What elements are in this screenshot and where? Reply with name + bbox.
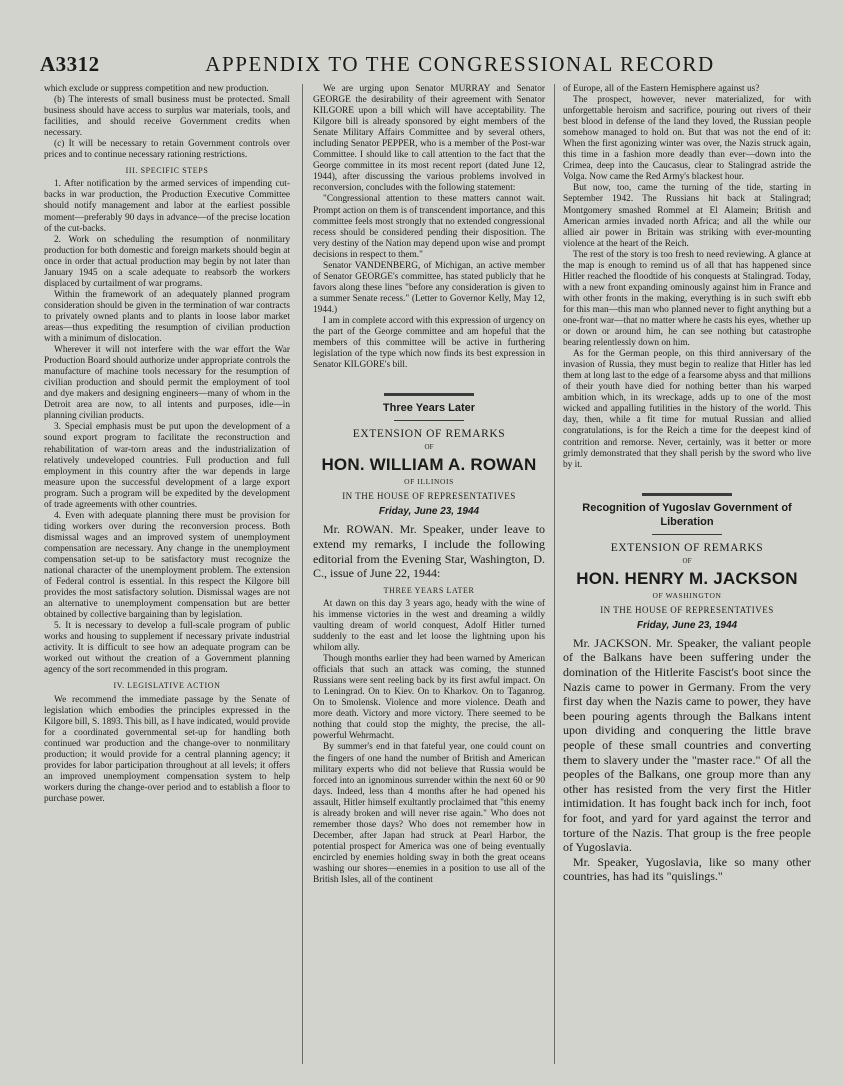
extension-heading: EXTENSION OF REMARKS: [610, 541, 764, 554]
paragraph: Mr. Speaker, Yugoslavia, like so many other countries, has had its "quislings.": [563, 854, 811, 884]
paragraph: 1. After notification by the armed services of impending cut-backs in war production, the Production Executive Committee should notify management and labor at the earliest possible moment—preferably 90 days in advance—of the precise location of the cut-backs.: [44, 179, 290, 234]
section-title: Recognition of Yugoslav Government of Liberation: [582, 501, 792, 528]
paragraph: We recommend the immediate passage by the Senate of legislation which embodies the principles expressed in the Kilgore bill, S. 1893. This bill, as I have indicated, would provide for a coordinated governmental set-up for handling both continued war production and the change-over to nonmilitary production; it would provide for a central planning agency; it provides for labor participation throughout at all levels; it offers an improved unemployment compensation system to help workers during the change-over period and to establish a floor to purchase power.: [44, 694, 290, 804]
of-label: OF: [424, 443, 434, 452]
paragraph: Wherever it will not interfere with the war effort the War Production Board should authorize under appropriate controls the manufacture of machine tools necessary for the resumption of civilian production and should permit the employment of tool and dye makers and designing engineers—many of whom in the Detroit area are now, to all intents and purposes, idle—in planning civilian products.: [44, 345, 290, 422]
of-label: OF: [682, 556, 692, 565]
paragraph: 2. Work on scheduling the resumption of nonmilitary production for both domestic and foreign markets should begin at once in order that actual production may begin by not later than January 1945 on a scale adequate to reabsorb the workers displaced by curtailment of war programs.: [44, 234, 290, 289]
extension-heading: EXTENSION OF REMARKS: [352, 428, 506, 441]
subsection-heading: IV. LEGISLATIVE ACTION: [113, 681, 221, 691]
lead-paragraph: Mr. JACKSON. Mr. Speaker, the valiant people of the Balkans have been suffering under the domination of the Hitlerite Fascist's boot since the Nazis came to power in Germany. From the very first day when the Nazis came to power, they have been pouring agents through the Balkans intent upon dividing and conquering the little brave people of these small countries and converting them to slavery under the "master race." Of all the peoples of the Balkans, one group more than any other has resisted from the very first the Hitler intimidation. It has fought back inch for inch, foot for foot, and yard for yard against the terror and torture of the Nazis. That group is the free people of Yugoslavia.: [563, 635, 811, 855]
column-divider-left: [302, 84, 303, 1064]
running-title: APPENDIX TO THE CONGRESSIONAL RECORD: [205, 52, 715, 76]
section-rule: [652, 534, 722, 535]
paragraph: 4. Even with adequate planning there must be provision for tiding workers over during the reconversion process. Both dismissal wages and an improved system of unemployment compensation are necessary. Any change in the unemployment compensation set-up to be satisfactory must recognize the national character of the unemployment problem. The extension of Federal control is essential. In this respect the Kilgore bill provides the most satisfactory solution. Dismissal wages are not an alternative to unemployment compensation but are better obtained by collective bargaining than by legislation.: [44, 510, 290, 621]
column-left: [44, 84, 290, 1074]
paragraph: Within the framework of an adequately planned program consideration should be given in the termination of war contracts to privately owned plants and to plants in loose labor market areas—thus expediting the resumption of civilian production with a minimum of dislocation.: [44, 289, 290, 345]
paragraph: We are urging upon Senator MURRAY and Senator GEORGE the desirability of their agreement with Senator KILGORE upon a bill which will have acceptability. The Kilgore bill is already sponsored by eight members of the Senate Military Affairs Committee and by several others, including Senator PEPPER, who is a member of the Post-war Committee. I should like to call attention to the fact that the George committee in its most recent report (dated June 12, 1944), after discussing the various problems involved in reconversion, concludes with the following statement:: [313, 84, 545, 194]
page-number: A3312: [40, 52, 100, 76]
paragraph: But now, too, came the turning of the tide, starting in September 1942. The Russians hit back at Stalingrad; Montgomery smashed Rommel at El Alamein; British and American armies invaded north Africa; and all the while our allied air power in Britain was striking with ever-mounting violence at the heart of the Reich.: [563, 183, 811, 249]
paragraph: I am in complete accord with this expression of urgency on the part of the George committee and am hopeful that the members of this committee will be active in furthering legislation of the type which now finds its best expression in Senator KILGORE's bill.: [313, 315, 545, 371]
member-name: HON. HENRY M. JACKSON: [576, 568, 798, 588]
paragraph: 5. It is necessary to develop a full-scale program of public works and housing to supplement if necessary private industrial activity. It is difficult to see how an adequate program can be worked out without the creation of a Government planning agency of the sort recommended in this program.: [44, 621, 290, 676]
page-header: [40, 52, 810, 82]
quoted-paragraph: "Congressional attention to these matters cannot wait. Prompt action on them is of transcendent importance, and this committee feels most strongly that no extended congressional recess should be considered pending their disposition. The very destiny of the Nation may depend upon wise and prompt decisions in respect to them.": [313, 194, 545, 260]
section-rule: [394, 420, 464, 421]
paragraph: 3. Special emphasis must be put upon the development of a sound export program to facilitate the reconstruction and rehabilitation of war-torn areas and the industrialization of relatively undeveloped countries. Full production and full employment in this country after the war depends in large measure upon the successful development of a large export program. Such a program will be expedited by the development of trade agreements with other countries.: [44, 422, 290, 510]
paragraph: The rest of the story is too fresh to need reviewing. A glance at the map is enough to remind us of all that has happened since Hitler reached the floodtide of his conquests at Stalingrad. Today, with a new front expanding ominously against him in France and with other fronts in the making, everything is in such swift ebb for this man—this man who planned never to fight anything but a one-front war—that no matter where he casts his eyes, whether up or down or around him, he can see nothing but catastrophe bearing relentlessly down on him.: [563, 249, 811, 349]
member-name: HON. WILLIAM A. ROWAN: [321, 455, 537, 475]
paragraph: (b) The interests of small business must be protected. Small business should have access to surplus war materials, tools, and facilities, and should receive Government credits when necessary.: [44, 95, 290, 139]
section-rule: [642, 493, 732, 496]
chamber-label: IN THE HOUSE OF REPRESENTATIVES: [600, 604, 774, 615]
column-middle: [313, 84, 545, 1074]
date-line: Friday, June 23, 1944: [636, 619, 738, 631]
lead-paragraph: Mr. ROWAN. Mr. Speaker, under leave to extend my remarks, I include the following editorial from the Evening Star, Washington, D. C., issue of June 22, 1944:: [313, 522, 545, 581]
editorial-title: THREE YEARS LATER: [383, 585, 475, 595]
paragraph: At dawn on this day 3 years ago, heady with the wine of his immense victories in the west and dreaming a wildly vaulting dream of world conquest, Adolf Hitler turned suddenly to the east and let loose the lightning upon his whilom ally.: [313, 598, 545, 654]
paragraph: Though months earlier they had been warned by American officials that such an attack was coming, the stunned Russians were sent reeling back by its first awful impact. On to Leningrad. On to Kiev. On to Kharkov. On to Taganrog. On to Smolensk. Violence and more violence. Death and more death. Victory and more victory. There seemed to be nothing that could stop the mighty, the precise, the all-powerful Wehrmacht.: [313, 654, 545, 742]
member-state: OF ILLINOIS: [404, 477, 454, 487]
section-title: Three Years Later: [382, 402, 476, 415]
column-divider-right: [554, 84, 555, 1064]
paragraph: (c) It will be necessary to retain Government controls over prices and to continue necessary rationing restrictions.: [44, 139, 290, 161]
paragraph: Senator VANDENBERG, of Michigan, an active member of Senator GEORGE's committee, has stated publicly that he favors along these lines "before any consideration is given to a summer Senate recess." (Letter to Governor Kelly, May 12, 1944.): [313, 260, 545, 315]
paragraph: The prospect, however, never materialized, for with unforgettable heroism and sacrifice, pouring out rivers of their best blood in defense of the land they loved, the Russian people somehow managed to hold on. But that was not the end of it: When the first agonizing winter was over, the Nazis struck again, this time in a fashion more deadly than ever—down into the Crimea, deep into the Caucasus, clear to Stalingrad astride the Volga. Now came the Red Army's blackest hour.: [563, 95, 811, 183]
paragraph: which exclude or suppress competition and new production.: [44, 84, 269, 94]
member-state: OF WASHINGTON: [652, 590, 722, 600]
paragraph: As for the German people, on this third anniversary of the invasion of Russia, they must begin to realize that Hitler has led them at long last to the edge of a fearsome abyss and that millions of their youth have died for nothing better than his warped ambition which, in its wreckage, adds up to one of the most wicked and appalling futilities in the history of the world. This day, then, while a fit time for mutual Russian and allied congratulations, is for the Reich a time for the deepest kind of contrition and remorse. Never, certainly, was it better or more grimly demonstrated that they shall perish by the sword who live by it.: [563, 349, 811, 470]
paragraph: By summer's end in that fateful year, one could count on the fingers of one hand the number of British and American military experts who did not believe that Russia would be forced into an ignominous surrender within the next 60 or 90 days. Indeed, less than 4 months after he had opened his assault, Hitler himself exultantly proclaimed that "this enemy is already broken and will never rise again." Who does not remember those days? Who does not remember how in December, after Japan had struck at Pearl Harbor, the potential prospect for America was one of being eventually encircled by enemies holding sway in both the great oceans washing our shores—enemies in a position to use all of the British Isles, all of the continent: [313, 742, 545, 886]
paragraph: of Europe, all of the Eastern Hemisphere against us?: [563, 84, 760, 94]
column-right: [563, 84, 811, 1074]
subsection-heading: III. SPECIFIC STEPS: [125, 166, 209, 176]
section-rule: [384, 393, 474, 396]
chamber-label: IN THE HOUSE OF REPRESENTATIVES: [342, 491, 516, 502]
date-line: Friday, June 23, 1944: [378, 506, 480, 518]
